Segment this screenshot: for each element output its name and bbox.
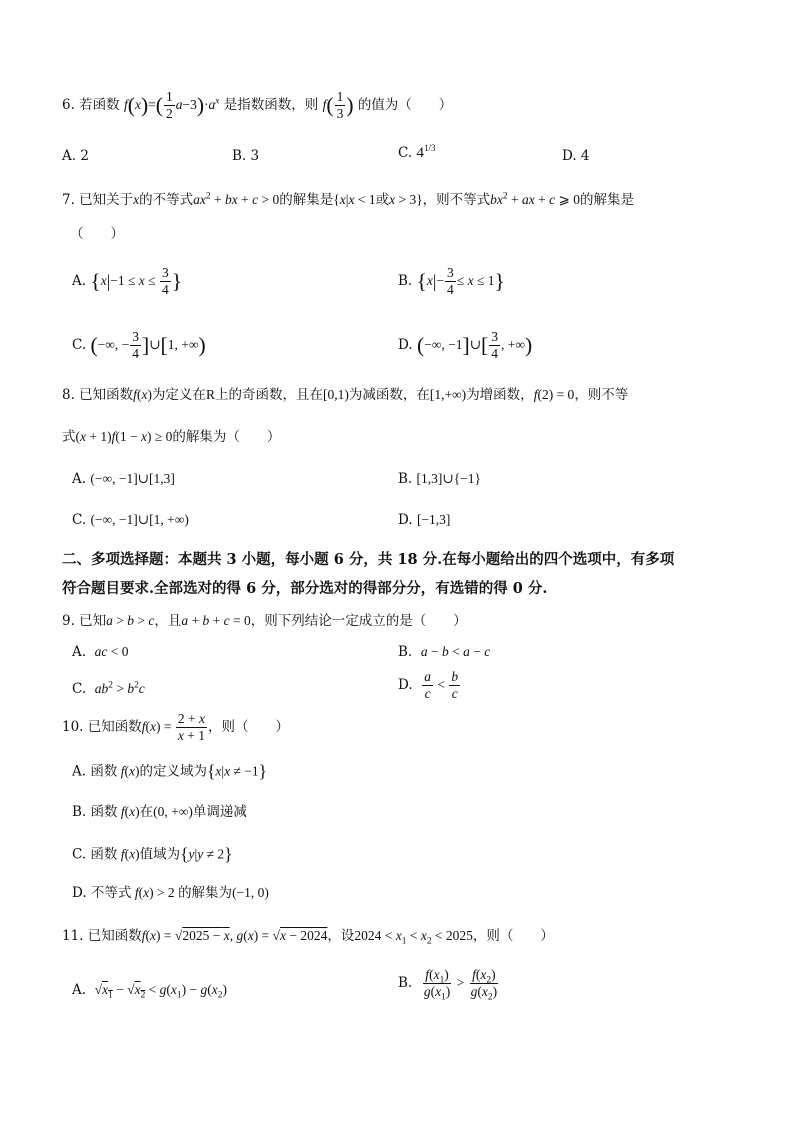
q9-option-c[interactable]: C. $ab^2 > b^2c$ [72,680,145,697]
q6-frac: $\frac{1}{2}$ [165,89,173,122]
q6-stem-prefix: 6. 若函数 [62,97,120,114]
section2-heading-line2: 符合题目要求.全部选对的得 6 分，部分选对的得部分分，有选错的得 0 分. [62,580,548,597]
q8-stem-line2: 式(x + 1)f(1 − x) ≥ 0的解集为（ ） [62,429,281,445]
q9-option-d[interactable]: D. $\frac{a}{c}$ < $\frac{b}{c}$ [398,669,459,702]
q9-option-b[interactable]: B. a − b < a − c [398,644,491,660]
q6-stem-mid: 是指数函数，则 [223,97,319,114]
q7-option-b[interactable]: B. {x|− $\frac{3}{4}$ ≤ x ≤ 1} [398,265,505,298]
q10-option-c[interactable]: C. 函数 f(x)值域为{y|y ≠ 2} [72,844,233,864]
q6-option-b[interactable]: B. 3 [232,148,260,164]
q6-option-d[interactable]: D. 4 [562,148,590,164]
q8-option-c[interactable]: C. (−∞, −1]∪[1, +∞) [72,512,189,528]
q10-option-d[interactable]: D. 不等式 f(x) > 2 的解集为(−1, 0) [72,885,269,901]
q6-option-c[interactable]: C. $4^{1/3}$ [398,143,436,161]
q10-stem: 10. 已知函数f(x) = $\frac{2 + x}{x + 1}$ ，则（ ） [62,711,290,744]
q7-option-d[interactable]: D. (−∞, −1]∪[ $\frac{3}{4}$ , +∞) [398,329,533,362]
section2-heading-line1: 二、多项选择题：本题共 3 小题，每小题 6 分，共 18 分.在每小题给出的四个选项中，有多项 [62,551,675,568]
q11-option-a[interactable]: A. $√x_1 - √x_2 < g(x_1) - g(x_2)$ [72,982,227,1001]
q7-option-c[interactable]: C. (−∞, − $\frac{3}{4}$ ]∪[1, +∞) [72,329,206,362]
q6-stem: 6. 若函数 f(x)=( $\frac{1}{2}$ $a-3)\cdot a^x$ 是指数函数，则 f( $\frac{1}{3}$ ) 的值为（ ） [62,89,453,122]
q7-stem: 7. 已知关于x的不等式$ax^2$ + bx + c > 0的解集是{x|x < 1或x > 3}，则不等式$bx^2$ + ax + c ⩾ 0的解集是 [62,191,634,208]
q6-stem-suffix: 的值为（ ） [357,97,453,114]
q7-paren: （ ） [70,226,124,242]
q11-option-b[interactable]: B. $\frac{f(x_1)}{g(x_1)}$ > $\frac{f(x_2)}{g(x_2)}$ [398,967,498,1003]
q8-stem-line1: 8. 已知函数f(x)为定义在R上的奇函数，且在[0,1)为减函数，在[1,+∞)为增函数，f(2) = 0，则不等 [62,387,629,403]
q8-option-d[interactable]: D. [−1,3] [398,512,451,528]
q7-option-a[interactable]: A. {x|−1 ≤ x ≤ $\frac{3}{4}$ } [72,265,183,298]
q9-option-a[interactable]: A. ac < 0 [72,644,129,660]
q10-option-a[interactable]: A. 函数 f(x)的定义域为{x|x ≠ −1} [72,761,268,781]
q8-option-b[interactable]: B. [1,3]∪{−1} [398,471,482,487]
q9-stem: 9. 已知a > b > c，且a + b + c = 0，则下列结论一定成立的是（ ） [62,613,467,629]
q10-option-b[interactable]: B. 函数 f(x)在(0, +∞)单调递减 [72,804,247,820]
q11-stem: 11. 已知函数f(x) = √2025 − x, g(x) = √x − 2024，设$2024 < x_1 < x_2 < 2025$，则（ ） [62,928,554,947]
q6-func: f [123,97,128,113]
q6-option-a[interactable]: A. 2 [62,148,89,164]
q8-option-a[interactable]: A. (−∞, −1]∪[1,3] [72,471,175,487]
